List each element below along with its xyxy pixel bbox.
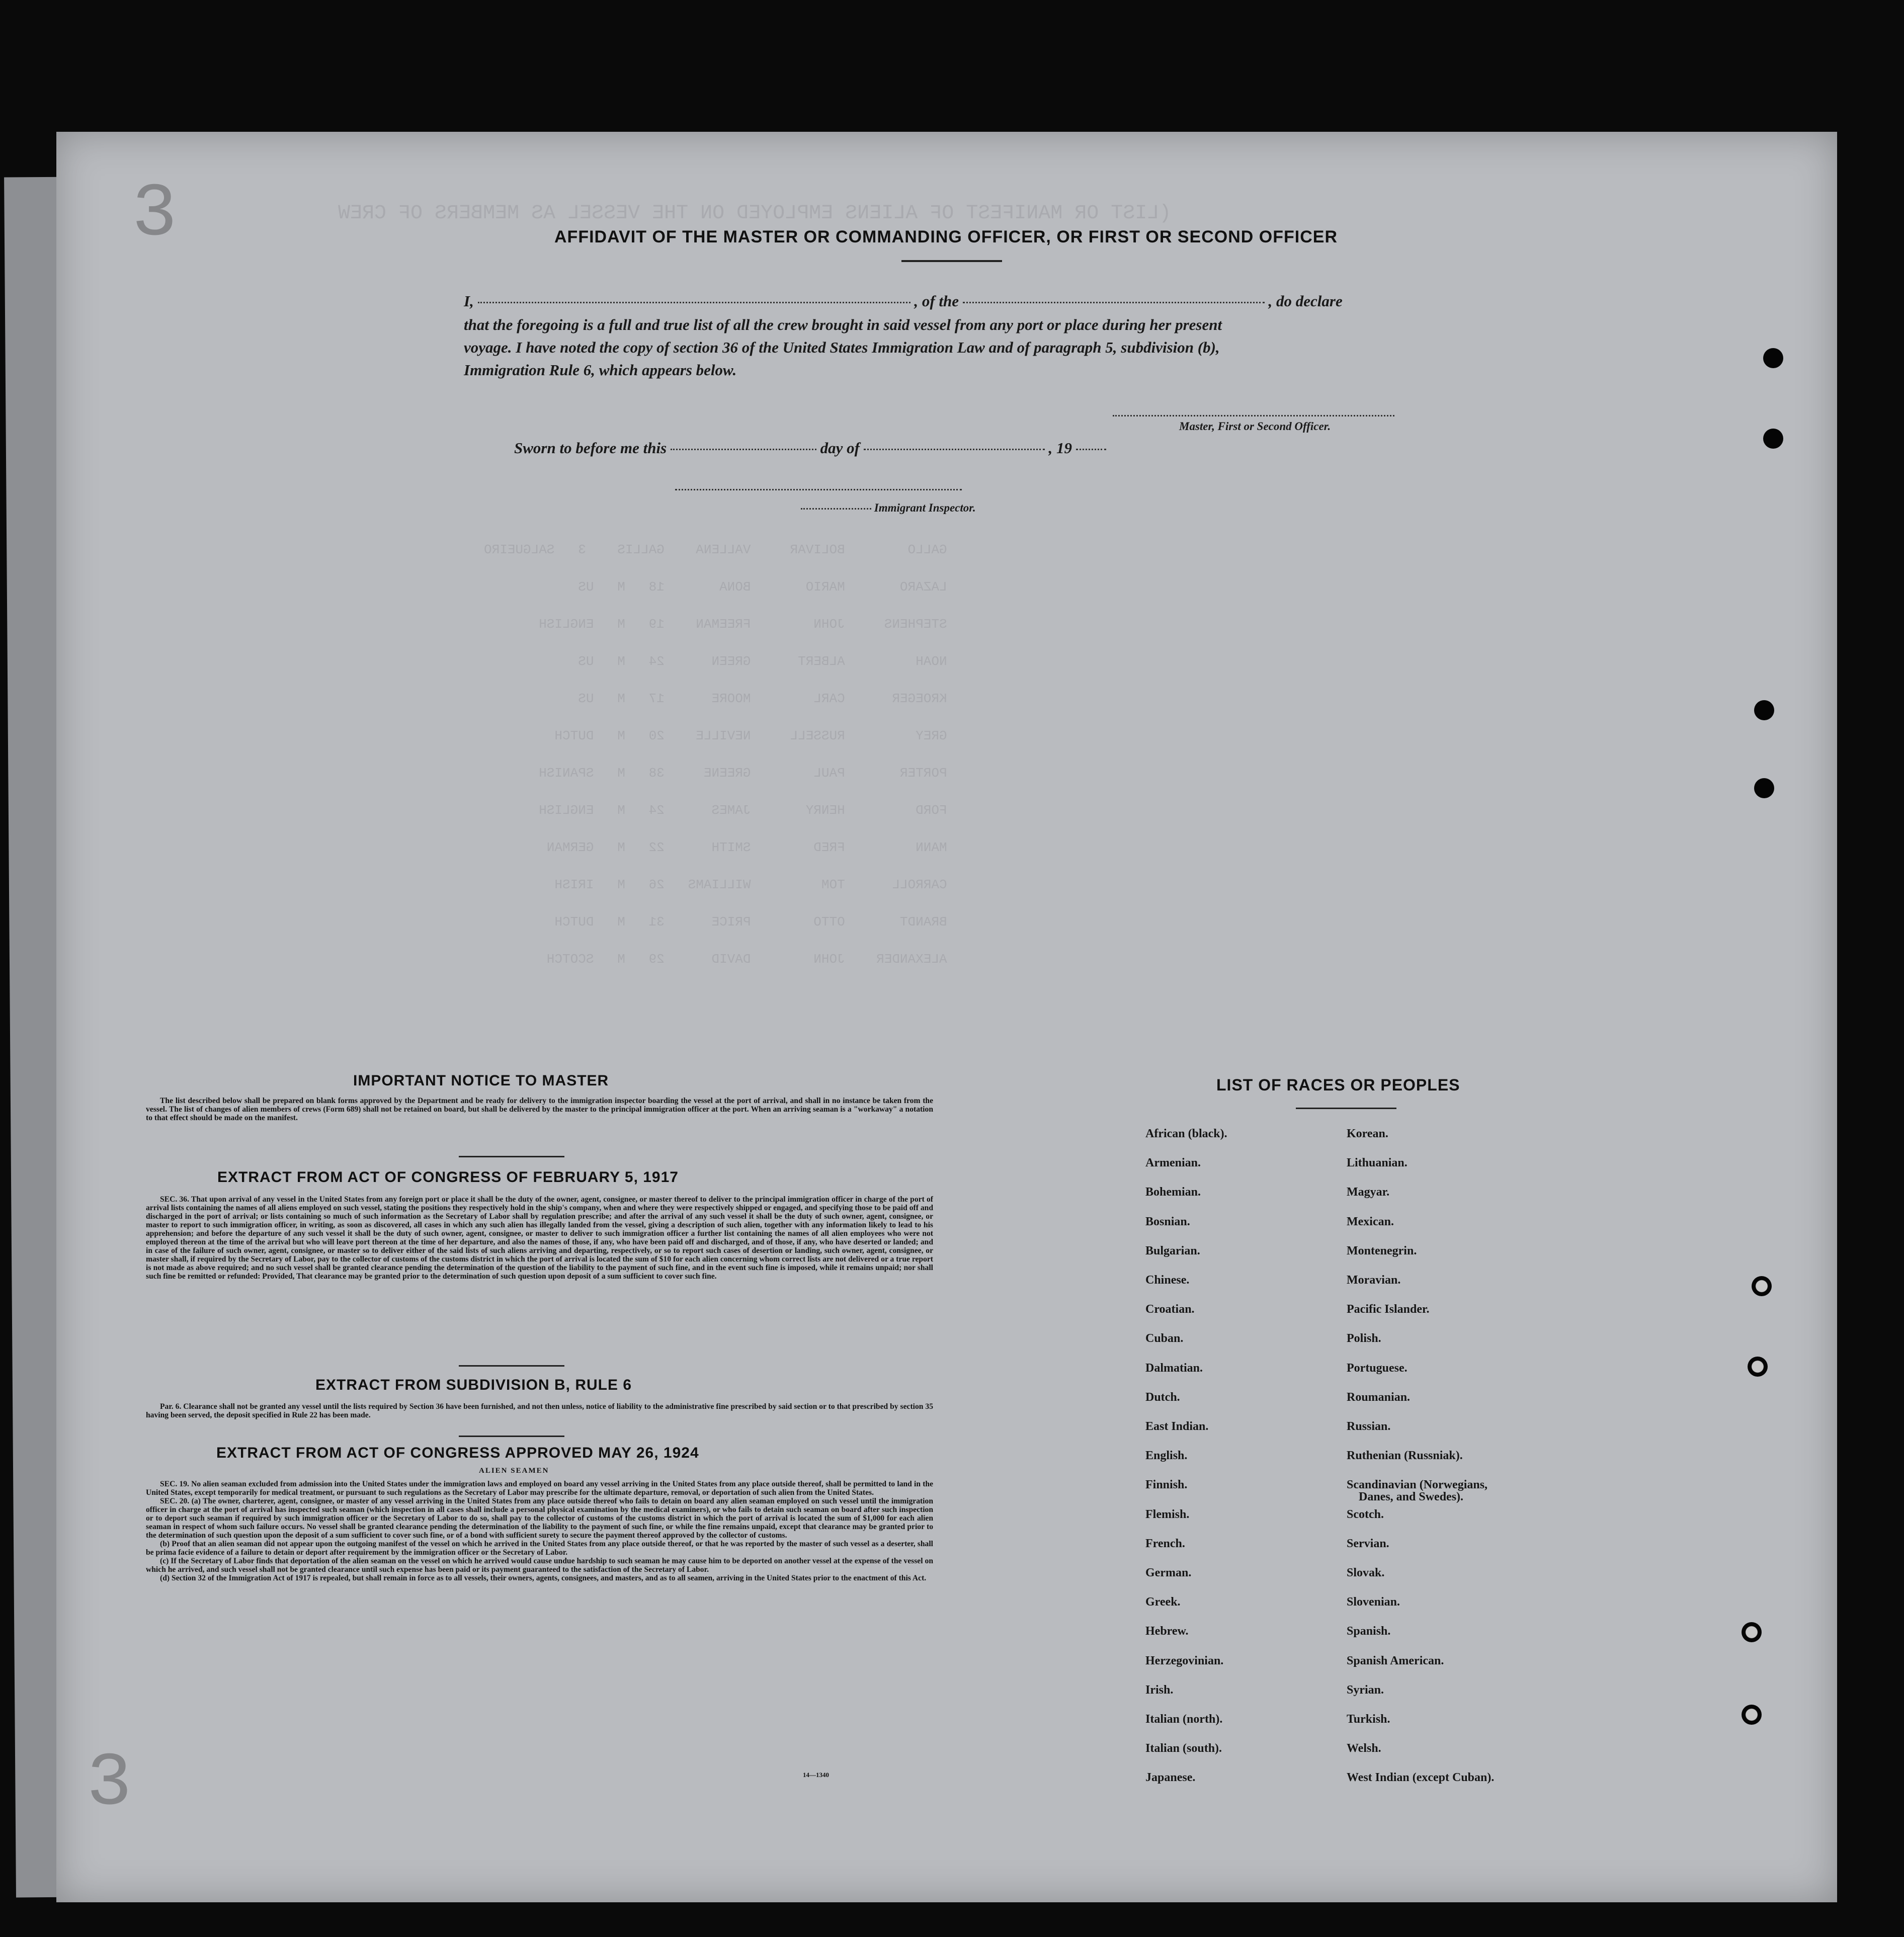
race-right-item: Ruthenian (Russniak). [1347, 1449, 1463, 1463]
race-right-item: Syrian. [1347, 1683, 1384, 1697]
race-right-item: Polish. [1347, 1332, 1381, 1345]
sec-20d-paragraph: (d) Section 32 of the Immigration Act of 1917 is repealed, but shall remain in force as to all vessels, their owners, agents, consignees, and masters, and as to all seamen, arriving in the United States prior to the enactment of this Act. [160, 1574, 927, 1582]
race-left-item: Japanese. [1145, 1771, 1196, 1785]
race-left-item: French. [1145, 1537, 1185, 1550]
race-left-item: Bulgarian. [1145, 1244, 1200, 1257]
affidavit-line-1 [464, 289, 1343, 313]
extract-1917-paragraph: SEC. 36. That upon arrival of any vessel in the United States from any foreign port or place it shall be the duty of the owner, agent, consignee, or master thereof to deliver to the principal immigration officer in charge of the port of arrival lists containing the names of all aliens employed on such vessel, stating the positions they respectively hold in the ship's company, when and where they were respectively shipped or engaged, and specifying those to be paid off and discharged in the port of arrival; or lists containing so much of such information as the Secretary of Labor shall by regulation prescribe; and after the arrival of any such vessel it shall be the duty of such owner, agent, consignee, or master to report to such immigration officer, in writing, as soon as discovered, all cases in which any such alien has illegally landed from the vessel, giving a description of such alien, together with any information likely to lead to his apprehension; and before the departure of any such vessel it shall be the duty of such owner, agent, consignee, or master to deliver to such immigration officer a further list containing the names of all alien employees who were not employed thereon at the time of the arrival but who will leave port thereon at the time of her departure, and also the names of those, if any, who have been paid off and discharged, and of those, if any, who have deserted or landed; and in case of the failure of such owner, agent, consignee, or master so to deliver either of the said lists of such aliens arriving and departing, respectively, or so to report such cases of desertion or landing, such owner, agent, consignee, or master shall, if required by the Secretary of Labor, pay to the collector of customs of the customs district in which the port of arrival is located the sum of $10 for each alien concerning whom correct lists are not delivered or a true report is not made as above required; and no such vessel shall be granted clearance pending the determination of the question of the liability to the payment of such fine, and in the event such fine is imposed, while it remains unpaid; nor shall such fine be remitted or refunded: Provided, That clearance may be granted prior to the determination of such question upon deposit of a sum sufficient to cover such fine. [146, 1195, 933, 1281]
sworn-line [514, 436, 1106, 460]
race-right-item: Mexican. [1347, 1215, 1394, 1228]
manifest-page-back [56, 132, 1837, 1902]
race-left-item: Hebrew. [1145, 1625, 1189, 1638]
sworn-month-blank[interactable] [864, 449, 1045, 450]
race-right-item: Scotch. [1347, 1507, 1384, 1521]
edge-mark-bottom: 3 [87, 1741, 132, 1827]
extract-1917-title: EXTRACT FROM ACT OF CONGRESS OF FEBRUARY 5, 1917 [217, 1169, 679, 1186]
edge-mark-top: 3 [132, 172, 178, 258]
race-left-item: Flemish. [1145, 1507, 1190, 1521]
sworn-year-blank[interactable] [1076, 449, 1106, 450]
race-left-item: Herzegovinian. [1145, 1654, 1224, 1667]
race-right-item: Lithuanian. [1347, 1156, 1408, 1170]
race-left-item: Cuban. [1145, 1332, 1184, 1345]
affidavit-title: AFFIDAVIT OF THE MASTER OR COMMANDING OFFICER, OR FIRST OR SECOND OFFICER [554, 227, 1338, 246]
race-left-item: African (black). [1145, 1127, 1227, 1140]
race-left-item: English. [1145, 1449, 1188, 1463]
race-right-item: Servian. [1347, 1537, 1389, 1550]
extract-1917-text [146, 1195, 933, 1281]
punch-hole [1763, 429, 1783, 449]
extract-1924-title: EXTRACT FROM ACT OF CONGRESS APPROVED MAY 26, 1924 [216, 1445, 699, 1461]
punch-hole [1742, 1622, 1762, 1642]
punch-hole [1754, 778, 1774, 798]
race-left-item: Chinese. [1145, 1274, 1190, 1287]
rule6-paragraph: Par. 6. Clearance shall not be granted any vessel until the lists required by Section 36 have been furnished, and not then unless, notice of liability to the administrative fine prescribed by said section or to that prescribed by section 35 having been served, the deposit specified in Rule 22 has been made. [146, 1402, 933, 1419]
affidavit-line-2: that the foregoing is a full and true list of all the crew brought in said vessel from any port or place during her present [464, 316, 1222, 333]
race-left-item: Italian (south). [1145, 1742, 1222, 1755]
race-right-item: West Indian (except Cuban). [1347, 1771, 1495, 1785]
sec-20c-paragraph: (c) If the Secretary of Labor finds that deportation of the alien seaman on the vessel on which he arrived would cause undue hardship to such seaman he may cause him to be deported on another vessel at the expense of the vessel on which he arrived, and such vessel shall not be granted clearance until such expense has been paid or its payment guaranteed to the satisfaction of the Secretary of Labor. [146, 1557, 933, 1574]
master-caption: Master, First or Second Officer. [1179, 420, 1331, 433]
affidavit-line-3: voyage. I have noted the copy of section 36 of the United States Immigration Law and of paragraph 5, subdivision (b), [464, 339, 1220, 356]
race-right-item: Korean. [1347, 1127, 1388, 1140]
affidavit-rule [901, 260, 1002, 262]
alien-seamen-heading: ALIEN SEAMEN [479, 1467, 549, 1475]
race-right-item: Russian. [1347, 1420, 1391, 1433]
race-left-item: Dalmatian. [1145, 1361, 1203, 1375]
race-right-item: Welsh. [1347, 1742, 1381, 1755]
sworn-year-label: , 19 [1048, 439, 1072, 457]
inspector-caption-text: Immigrant Inspector. [874, 501, 976, 514]
race-right-item: Spanish American. [1347, 1654, 1444, 1667]
name-blank-line[interactable] [478, 302, 910, 303]
sworn-date-blank[interactable] [671, 449, 816, 450]
notice-paragraph: The list described below shall be prepared on blank forms approved by the Department and be ready for delivery to the immigration inspector boarding the vessel at the port of arrival, and shall in no instance be taken from the vessel. The list of changes of alien members of crews (Form 689) shall not be retained on board, but shall be delivered by the master to the principal immigration officer at the port. When an arriving seaman is a "workaway" a notation to that effect should be made on the manifest. [146, 1097, 933, 1122]
master-signature-line[interactable] [1113, 415, 1394, 416]
race-right-item: Roumanian. [1347, 1390, 1411, 1404]
race-right-item: Slovenian. [1347, 1595, 1400, 1609]
race-right-item: Scandinavian (Norwegians, Danes, and Swedes). [1347, 1478, 1488, 1504]
rule6-text [146, 1402, 933, 1419]
race-left-item: Finnish. [1145, 1478, 1188, 1492]
punch-hole [1742, 1705, 1762, 1725]
race-left-item: Bohemian. [1145, 1186, 1201, 1199]
sec-19-paragraph: SEC. 19. No alien seaman excluded from admission into the United States under the immigration laws and employed on board any vessel arriving in the United States from any place outside thereof, shall be permitted to land in the United States, except temporarily for medical treatment, or pursuant to such regulations as the Secretary of Labor may prescribe for the ultimate departure, removal, or deportation of such alien from the United States. [146, 1480, 933, 1497]
sworn-prefix: Sworn to before me this [514, 439, 667, 457]
race-right-item: Moravian. [1347, 1274, 1401, 1287]
affidavit-declare-label: , do declare [1268, 292, 1343, 310]
race-left-item: German. [1145, 1566, 1192, 1579]
vessel-blank-line[interactable] [963, 302, 1265, 303]
form-number: 14—1340 [803, 1771, 829, 1779]
punch-hole [1763, 348, 1783, 368]
inspector-caption [801, 501, 976, 515]
inspector-signature-line[interactable] [675, 489, 962, 490]
race-left-item: East Indian. [1145, 1420, 1209, 1433]
race-left-item: Croatian. [1145, 1303, 1195, 1316]
extract-1924-text [146, 1480, 933, 1582]
affidavit-i-label: I, [464, 292, 474, 310]
affidavit-of-label: , of the [914, 292, 959, 310]
punch-hole [1748, 1357, 1768, 1377]
bleed-through-rows: GALLO BOLIVAR VALLENA GALLIS 3 SALGUEIRO LAZARO MARIO BONA 18 M US STEPHENS JOHN FREEMAN 19 M ENGLISH NOAH ALBERT GREEN 24 M US KROEGER CARL MOORE 17 M US GREY RUSSELL NEVILLE 20 M DUTCH PORTER PAUL GREENE 38 M SPANISH FORD HENRY JAMES 24 M ENGLISH MANN FRED SMITH 22 M GERMAN CARROLL TOM WILLIAMS 26 M IRISH BRANDT OTTO PRICE 31 M DUTCH ALEXANDER JOHN DAVID 29 M SCOTCH [484, 542, 947, 967]
race-right-item: Slovak. [1347, 1566, 1385, 1579]
race-right-item: Portuguese. [1347, 1361, 1408, 1375]
inspector-short-line [801, 508, 871, 510]
rule6-rule [459, 1436, 564, 1437]
punch-hole [1754, 700, 1774, 720]
punch-hole [1752, 1276, 1772, 1296]
race-right-item: Spanish. [1347, 1625, 1391, 1638]
notice-title: IMPORTANT NOTICE TO MASTER [353, 1072, 609, 1089]
race-left-item: Dutch. [1145, 1390, 1180, 1404]
sworn-day-label: day of [820, 439, 860, 457]
race-left-item: Bosnian. [1145, 1215, 1190, 1228]
race-left-item: Italian (north). [1145, 1713, 1223, 1726]
race-left-item: Irish. [1145, 1683, 1174, 1697]
sec-20a-paragraph: SEC. 20. (a) The owner, charterer, agent, consignee, or master of any vessel arriving in the United States from any place outside thereof who fails to detain on board any alien seaman employed on such vessel until the immigration officer in charge at the port of arrival has inspected such seaman (which inspection in all cases shall include a personal physical examination by the medical examiners), or who fails to detain such seaman on board after such inspection or to deport such seaman if required by such immigration officer or the Secretary of Labor to do so, shall pay to the collector of customs of the customs district in which the port of arrival is located the sum of $1,000 for each alien seaman in respect of whom such failure occurs. No vessel shall be granted clearance pending the determination of the liability to the payment of such fine, or while the fine remains unpaid, except that clearance may be granted prior to the determination of such question upon the deposit of a sum sufficient to cover such fine, or of a bond with sufficient surety to secure the payment thereof approved by the collector of customs. [146, 1497, 933, 1540]
sec-20b-paragraph: (b) Proof that an alien seaman did not appear upon the outgoing manifest of the vessel on which he arrived in the United States from any place outside thereof, or that he was reported by the master of such vessel as a deserter, shall be prima facie evidence of a failure to detain or deport after requirement by the immigration officer or the Secretary of Labor. [146, 1540, 933, 1557]
bleed-through-header: (LIST OR MANIFEST OF ALIENS EMPLOYED ON THE VESSEL AS MEMBERS OF CREW [338, 202, 1172, 225]
rule6-title: EXTRACT FROM SUBDIVISION B, RULE 6 [315, 1377, 632, 1393]
affidavit-line-4: Immigration Rule 6, which appears below. [464, 361, 737, 379]
extract-1917-rule [459, 1365, 564, 1367]
race-left-item: Greek. [1145, 1595, 1181, 1609]
race-right-item: Pacific Islander. [1347, 1303, 1430, 1316]
races-rule [1296, 1108, 1396, 1109]
notice-rule [459, 1156, 564, 1157]
race-left-item: Armenian. [1145, 1156, 1201, 1170]
notice-text [146, 1097, 933, 1122]
race-right-item: Montenegrin. [1347, 1244, 1417, 1257]
race-right-item: Turkish. [1347, 1713, 1390, 1726]
races-title: LIST OF RACES OR PEOPLES [1216, 1076, 1460, 1094]
race-right-item: Magyar. [1347, 1186, 1390, 1199]
